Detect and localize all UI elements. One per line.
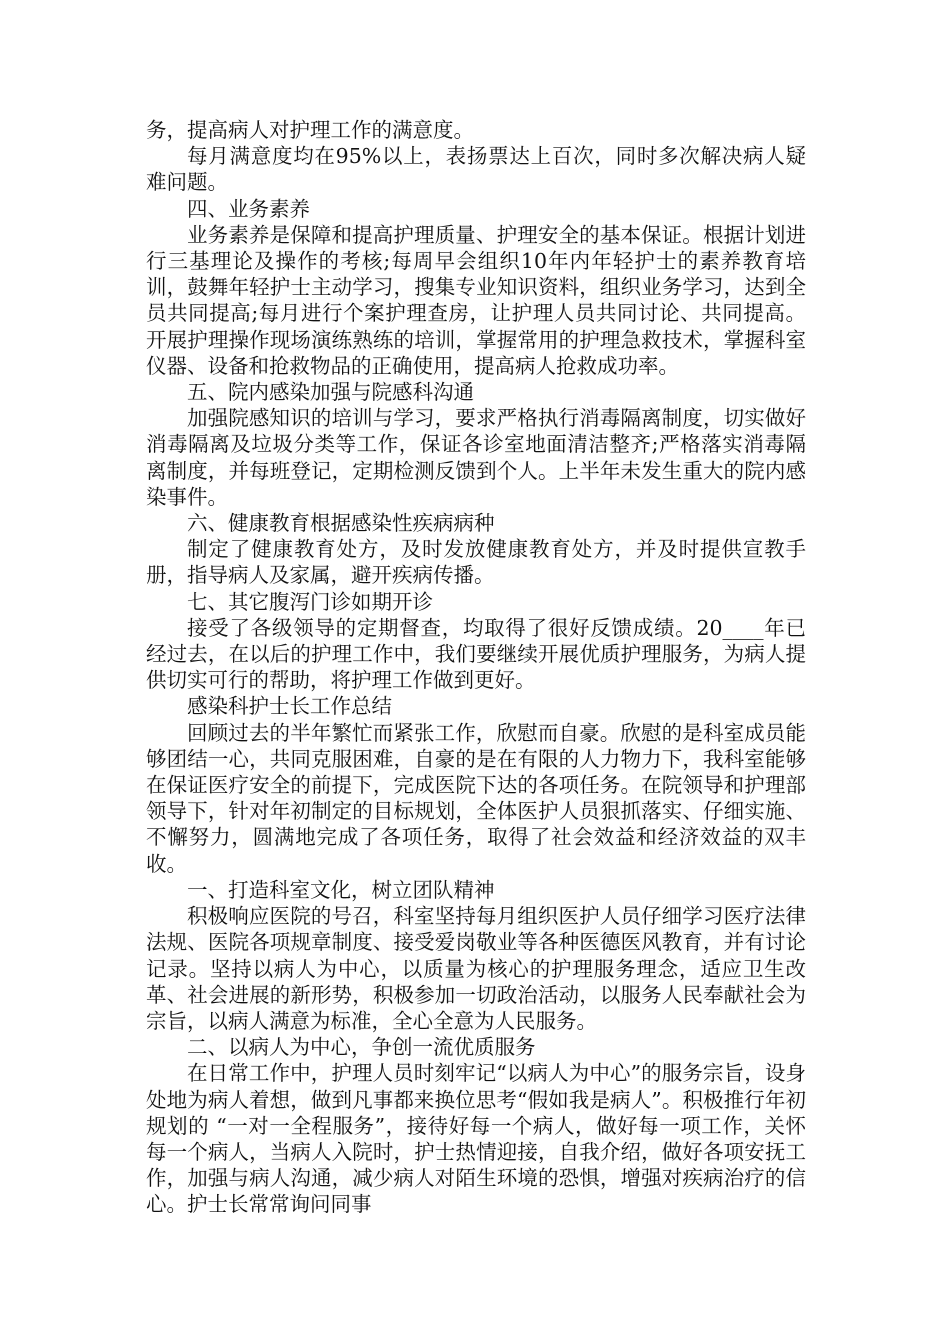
paragraph-health-education: 制定了健康教育处方，及时发放健康教育处方，并及时提供宣教手册，指导病人及家属，避开疾病传播。	[146, 537, 806, 588]
paragraph-diarrhea-clinic: 接受了各级领导的定期督查，均取得了很好反馈成绩。20____年已经过去，在以后的护理工作中，我们要继续开展优质护理服务，为病人提供切实可行的帮助，将护理工作做到更好。	[146, 615, 806, 693]
section-heading-department-culture: 一、打造科室文化，树立团队精神	[187, 877, 495, 902]
paragraph-professional-quality: 业务素养是保障和提高护理质量、护理安全的基本保证。根据计划进行三基理论及操作的考核;每周早会组织10年内年轻护士的素养教育培训，鼓舞年轻护士主动学习，搜集专业知识资料，组织业务学习，达到全员共同提高;每月进行个案护理查房，让护理人员共同讨论、共同提高。开展护理操作现场演练熟练的培训，掌握常用的护理急救技术，掌握科室仪器、设备和抢救物品的正确使用，提高病人抢救成功率。	[146, 222, 806, 378]
section-heading-infection-control: 五、院内感染加强与院感科沟通	[187, 380, 474, 405]
section-heading-patient-centered: 二、以病人为中心，争创一流优质服务	[187, 1035, 536, 1060]
section-heading-health-education: 六、健康教育根据感染性疾病病种	[187, 511, 495, 536]
document-title-head-nurse-summary: 感染科护士长工作总结	[187, 694, 392, 719]
paragraph-review: 回顾过去的半年繁忙而紧张工作，欣慰而自豪。欣慰的是科室成员能够团结一心，共同克服困难，自豪的是在有限的人力物力下，我科室能够在保证医疗安全的前提下，完成医院下达的各项任务。在院领导和护理部领导下，针对年初制定的目标规划，全体医护人员狠抓落实、仔细实施、不懈努力，圆满地完成了各项任务，取得了社会效益和经济效益的双丰收。	[146, 720, 806, 876]
paragraph-infection-control: 加强院感知识的培训与学习，要求严格执行消毒隔离制度，切实做好消毒隔离及垃圾分类等工作，保证各诊室地面清洁整齐;严格落实消毒隔离制度，并每班登记，定期检测反馈到个人。上半年未发生重大的院内感染事件。	[146, 406, 806, 509]
section-heading-diarrhea-clinic: 七、其它腹泻门诊如期开诊	[187, 589, 433, 614]
paragraph-department-culture: 积极响应医院的号召，科室坚持每月组织医护人员仔细学习医疗法律法规、医院各项规章制度、接受爱岗敬业等各种医德医风教育，并有讨论记录。坚持以病人为中心，以质量为核心的护理服务理念，适应卫生改革、社会进展的新形势，积极参加一切政治活动，以服务人民奉献社会为宗旨，以病人满意为标准，全心全意为人民服务。	[146, 904, 806, 1033]
paragraph-satisfaction: 每月满意度均在95%以上，表扬票达上百次，同时多次解决病人疑难问题。	[146, 144, 806, 195]
paragraph-patient-centered: 在日常工作中，护理人员时刻牢记“以病人为中心”的服务宗旨，设身处地为病人着想，做到凡事都来换位思考“假如我是病人”。积极推行年初规划的 “一对一全程服务”，接待好每一个病人，做好每一项工作，关怀每一个病人，当病人入院时，护士热情迎接，自我介绍，做好各项安抚工作，加强与病人沟通，减少病人对陌生环境的恐惧，增强对疾病治疗的信心。护士长常常询问同事	[146, 1061, 806, 1217]
section-heading-professional-quality: 四、业务素养	[187, 196, 310, 221]
document-body	[146, 117, 806, 1218]
paragraph-continuation: 务，提高病人对护理工作的满意度。	[146, 118, 474, 142]
